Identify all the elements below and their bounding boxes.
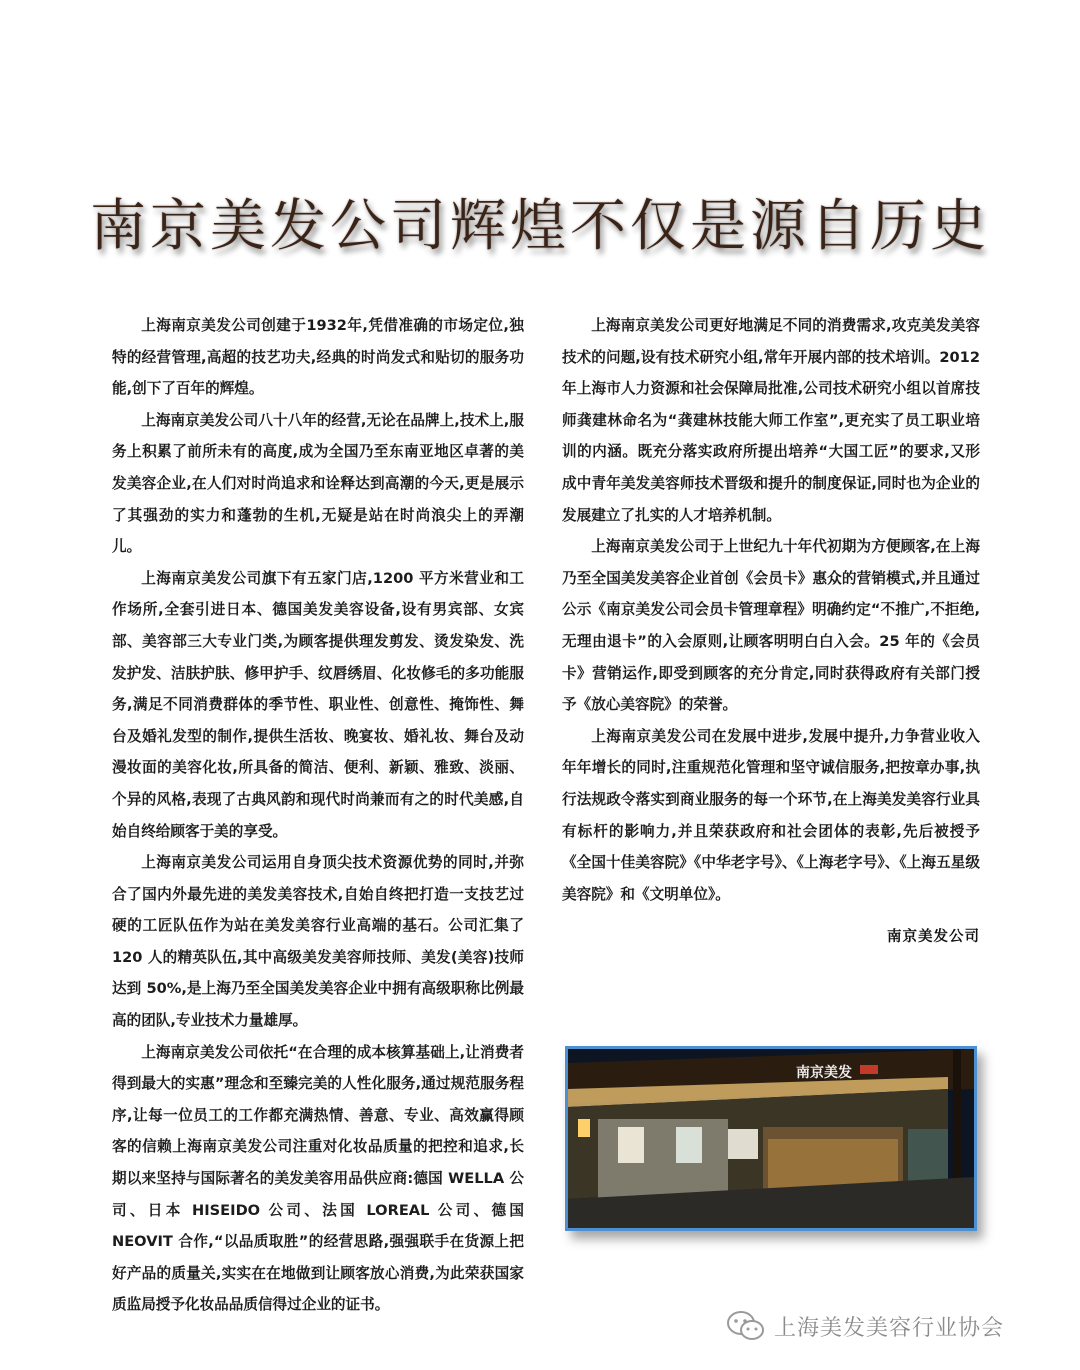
paragraph: 上海南京美发公司依托“在合理的成本核算基础上,让消费者得到最大的实惠”理念和至臻完美的人性化服务,通过规范服务程序,让每一位员工的工作都充满热情、善意、专业、高效赢得顾客的信赖上海南京美发公司注重对化妆品质量的把控和追求,长期以来坚持与国际著名的美发美容用品供应商:德国 WELLA 公司、日本 HISEIDO 公司、法国 LOREAL 公司、德国 NEOVIT 合作,“以品质取胜”的经营思路,强强联手在货源上把好产品的质量关,实实在在地做到让顾客放心消费,为此荣获国家质监局授予化妆品品质信得过企业的证书。 xyxy=(112,1043,524,1314)
footer-wechat-account xyxy=(726,1306,1056,1346)
article-title: 南京美发公司辉煌不仅是源自历史 xyxy=(90,194,990,259)
paragraph: 上海南京美发公司于上世纪九十年代初期为方便顾客,在上海乃至全国美发美容企业首创《会员卡》惠众的营销模式,并且通过公示《南京美发公司会员卡管理章程》明确约定“不推广,不拒绝,无理由退卡”的入会原则,让顾客明明白白入会。25 年的《会员卡》营销运作,即受到顾客的充分肯定,同时获得政府有关部门授予《放心美容院》的荣誉。 xyxy=(562,538,980,714)
storefront-illustration xyxy=(568,1049,974,1228)
paragraph: 上海南京美发公司在发展中进步,发展中提升,力争营业收入年年增长的同时,注重规范化管理和坚守诚信服务,把按章办事,执行法规政令落实到商业服务的每一个环节,在上海美发美容行业具有标杆的影响力,并且荣获政府和社会团体的表彰,先后被授予《全国十佳美容院》《中华老字号》、《上海老字号》、《上海五星级美容院》和《文明单位》。 xyxy=(562,727,980,903)
footer-account-name: 上海美发美容行业协会 xyxy=(774,1315,1005,1341)
article-signature: 南京美发公司 xyxy=(887,929,980,945)
wechat-icon xyxy=(726,1309,766,1343)
storefront-sign-text: 南京美发 xyxy=(796,1065,852,1081)
paragraph: 上海南京美发公司运用自身顶尖技术资源优势的同时,并弥合了国内外最先进的美发美容技术,自始自终把打造一支技艺过硬的工匠队伍作为站在美发美容行业高端的基石。公司汇集了 120 人的精英队伍,其中高级美发美容师技师、美发(美容)技师达到 50%,是上海乃至全国美发美容企业中拥有高级职称比例最高的团队,专业技术力量雄厚。 xyxy=(112,854,524,1030)
paragraph: 上海南京美发公司八十八年的经营,无论在品牌上,技术上,服务上积累了前所未有的高度,成为全国乃至东南亚地区卓著的美发美容企业,在人们对时尚追求和诠释达到高潮的今天,更是展示了其强劲的实力和蓬勃的生机,无疑是站在时尚浪尖上的弄潮儿。 xyxy=(112,411,524,556)
right-column xyxy=(562,310,980,910)
paragraph: 上海南京美发公司更好地满足不同的消费需求,攻克美发美容技术的问题,设有技术研究小组,常年开展内部的技术培训。2012 年上海市人力资源和社会保障局批准,公司技术研究小组以首席技师龚建林命名为“龚建林技能大师工作室”,更充实了员工职业培训的内涵。既充分落实政府所提出培养“大国工匠”的要求,又形成中青年美发美容师技术晋级和提升的制度保证,同时也为企业的发展建立了扎实的人才培养机制。 xyxy=(562,317,980,524)
paragraph: 上海南京美发公司旗下有五家门店,1200 平方米营业和工作场所,全套引进日本、德国美发美容设备,设有男宾部、女宾部、美容部三大专业门类,为顾客提供理发剪发、烫发染发、洗发护发、洁肤护肤、修甲护手、纹唇绣眉、化妆修毛的多功能服务,满足不同消费群体的季节性、职业性、创意性、掩饰性、舞台及婚礼发型的制作,提供生活妆、晚宴妆、婚礼妆、舞台及动漫妆面的美容化妆,所具备的简洁、便利、新颖、雅致、淡丽、个异的风格,表现了古典风韵和现代时尚兼而有之的时代美感,自始自终给顾客于美的享受。 xyxy=(112,569,524,840)
left-column xyxy=(112,310,524,1321)
storefront-photo xyxy=(565,1046,977,1231)
paragraph: 上海南京美发公司创建于1932年,凭借准确的市场定位,独特的经营管理,高超的技艺功夫,经典的时尚发式和贴切的服务功能,创下了百年的辉煌。 xyxy=(112,317,524,398)
